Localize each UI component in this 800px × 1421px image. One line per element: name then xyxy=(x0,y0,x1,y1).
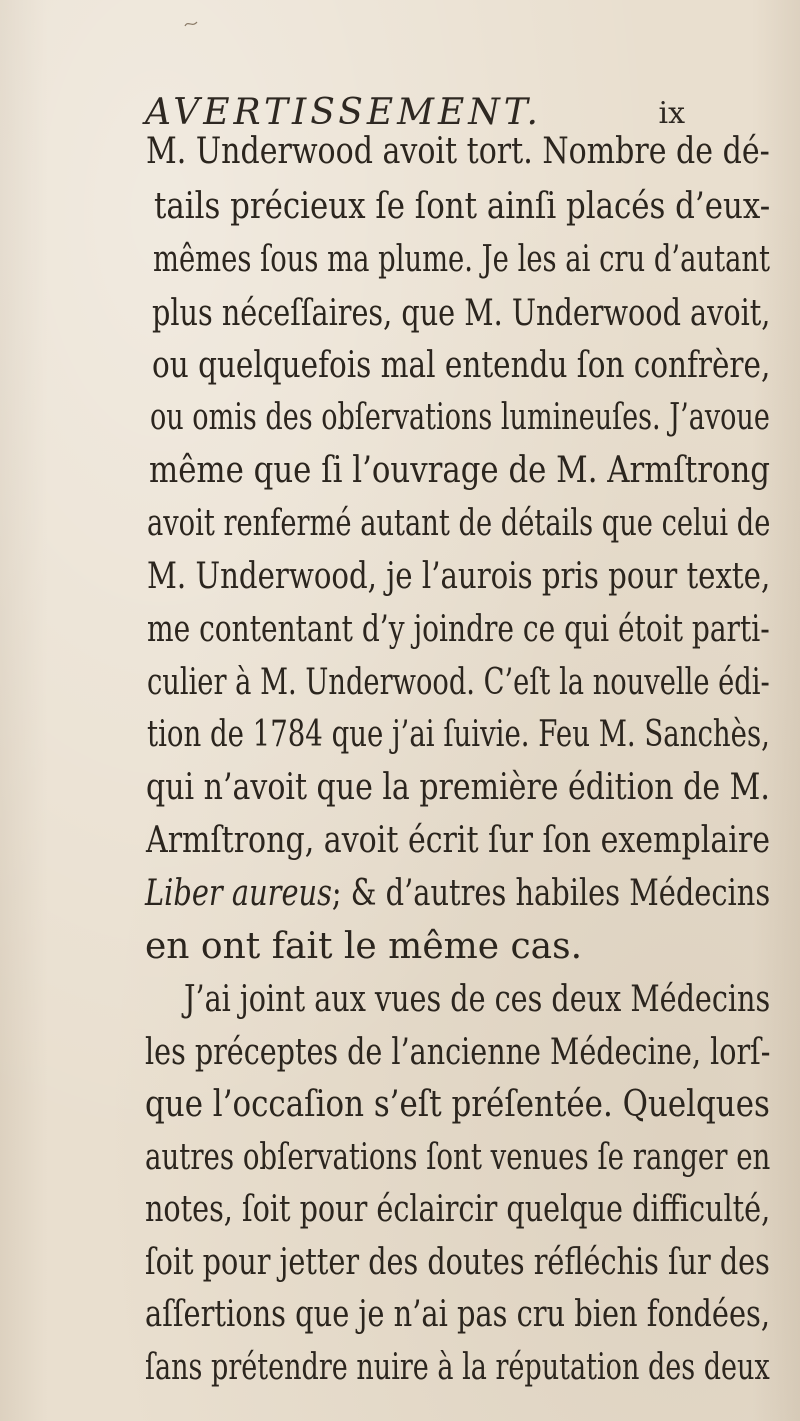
text-line: mêmes ſous ma plume. Je les ai cru d’autant xyxy=(153,239,771,280)
text-line: en ont fait le même cas. xyxy=(145,926,583,967)
text-line: ou omis des obſervations lumineuſes. J’avoue xyxy=(150,397,770,438)
text-line: même que ſi l’ouvrage de M. Armſtrong xyxy=(149,450,771,491)
text-line: J’ai joint aux vues de ces deux Médecins xyxy=(184,979,771,1020)
running-title: AVERTISSEMENT. xyxy=(145,92,542,133)
text-line: ou quelquefois mal entendu ſon confrère, xyxy=(152,345,771,386)
text-line: me contentant d’y joindre ce qui étoit parti- xyxy=(147,609,770,650)
text-line: tion de 1784 que j’ai ſuivie. Feu M. Sanchès, xyxy=(147,714,770,755)
text-line: autres obſervations ſont venues ſe ranger en xyxy=(145,1137,771,1178)
text-line: aſſertions que je n’ai pas cru bien fondées, xyxy=(145,1294,771,1335)
text-line: M. Underwood avoit tort. Nombre de dé- xyxy=(146,131,770,172)
text-line: avoit renfermé autant de détails que celui de xyxy=(147,503,771,544)
text-line: tails précieux ſe ſont ainſi placés d’eux- xyxy=(154,186,771,227)
text-line: que l’occaſion s’eſt préſentée. Quelques xyxy=(145,1084,770,1125)
text-line: plus néceſſaires, que M. Underwood avoit, xyxy=(152,293,771,334)
text-line: qui n’avoit que la première édition de M. xyxy=(146,767,770,808)
text-line: Armſtrong, avoit écrit ſur ſon exemplaire xyxy=(146,820,771,861)
page-number: ix xyxy=(658,96,685,131)
text-line-with-italic xyxy=(145,870,770,918)
text-line: M. Underwood, je l’aurois pris pour texte, xyxy=(147,556,771,597)
text-line: les préceptes de l’ancienne Médecine, lorſ- xyxy=(145,1032,771,1073)
text-line: ſans prétendre nuire à la réputation des deux xyxy=(145,1347,770,1388)
text-line: notes, ſoit pour éclaircir quelque difficulté, xyxy=(145,1189,771,1230)
text-span: ; & d’autres habiles Médecins xyxy=(331,873,771,914)
text-line: ſoit pour jetter des doutes réfléchis ſur des xyxy=(145,1242,770,1283)
italic-title: Liber aureus xyxy=(145,873,332,914)
text-line: culier à M. Underwood. C’eſt la nouvelle édi- xyxy=(147,662,770,703)
